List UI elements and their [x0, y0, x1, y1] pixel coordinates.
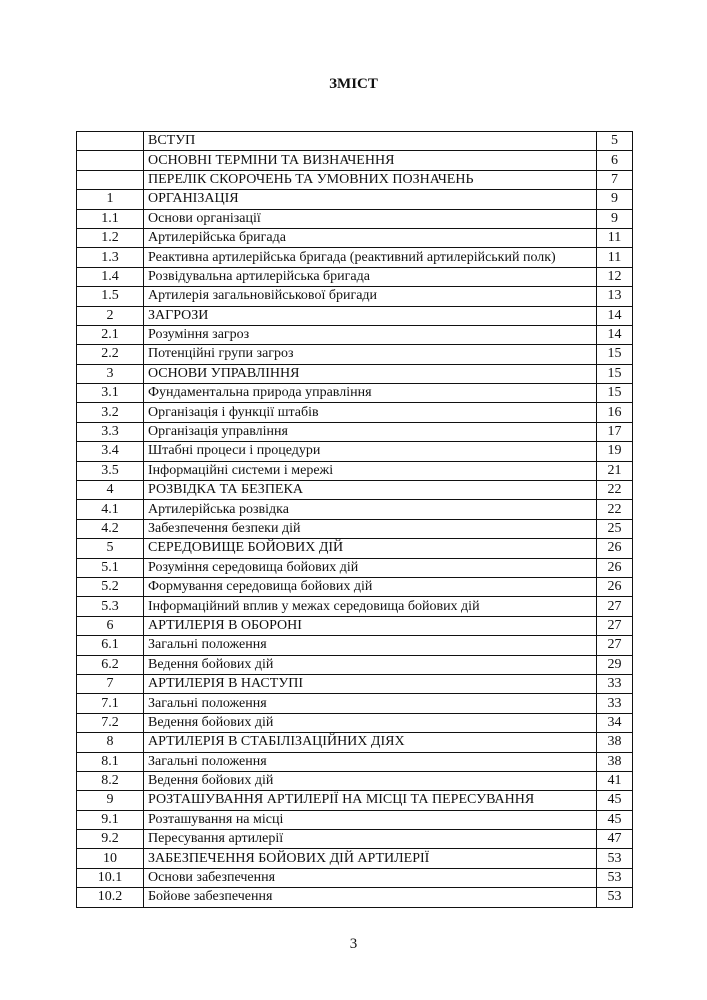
toc-row — [77, 771, 633, 790]
toc-row — [77, 849, 633, 868]
toc-row — [77, 345, 633, 364]
toc-page-number: 41 — [597, 771, 633, 790]
toc-page-number: 33 — [597, 674, 633, 693]
toc-section-title: Ведення бойових дій — [144, 713, 597, 732]
toc-section-title: ОСНОВНІ ТЕРМІНИ ТА ВИЗНАЧЕННЯ — [144, 151, 597, 170]
toc-page-number: 17 — [597, 422, 633, 441]
toc-row — [77, 170, 633, 189]
toc-section-title: Розуміння загроз — [144, 325, 597, 344]
toc-row — [77, 500, 633, 519]
toc-section-title: АРТИЛЕРІЯ В ОБОРОНІ — [144, 616, 597, 635]
toc-section-number: 9.1 — [77, 810, 144, 829]
toc-section-title: ОСНОВИ УПРАВЛІННЯ — [144, 364, 597, 383]
toc-row — [77, 713, 633, 732]
toc-row — [77, 830, 633, 849]
toc-row — [77, 384, 633, 403]
toc-section-title: ОРГАНІЗАЦІЯ — [144, 190, 597, 209]
toc-page-number: 14 — [597, 306, 633, 325]
toc-section-number: 2.1 — [77, 325, 144, 344]
toc-page-number: 11 — [597, 248, 633, 267]
toc-section-title: ЗАБЕЗПЕЧЕННЯ БОЙОВИХ ДІЙ АРТИЛЕРІЇ — [144, 849, 597, 868]
toc-page-number: 45 — [597, 791, 633, 810]
toc-row — [77, 791, 633, 810]
toc-row — [77, 519, 633, 538]
toc-section-title: Штабні процеси і процедури — [144, 442, 597, 461]
toc-section-number: 1.1 — [77, 209, 144, 228]
toc-page-number: 16 — [597, 403, 633, 422]
toc-row — [77, 228, 633, 247]
toc-section-title: Артилерійська розвідка — [144, 500, 597, 519]
toc-section-number: 8.2 — [77, 771, 144, 790]
toc-section-number: 3.3 — [77, 422, 144, 441]
toc-section-number: 4 — [77, 481, 144, 500]
toc-page-number: 22 — [597, 481, 633, 500]
toc-section-number: 7.2 — [77, 713, 144, 732]
toc-row — [77, 461, 633, 480]
toc-page-number: 26 — [597, 558, 633, 577]
toc-row — [77, 151, 633, 170]
toc-section-title: АРТИЛЕРІЯ В СТАБІЛІЗАЦІЙНИХ ДІЯХ — [144, 733, 597, 752]
toc-row — [77, 442, 633, 461]
toc-row — [77, 888, 633, 907]
toc-section-number: 7 — [77, 674, 144, 693]
toc-section-title: Розташування на місці — [144, 810, 597, 829]
toc-section-title: ЗАГРОЗИ — [144, 306, 597, 325]
toc-page-number: 5 — [597, 132, 633, 151]
toc-section-number: 8 — [77, 733, 144, 752]
toc-section-number: 1.2 — [77, 228, 144, 247]
toc-page-number: 15 — [597, 345, 633, 364]
toc-page-number: 19 — [597, 442, 633, 461]
toc-row — [77, 209, 633, 228]
toc-section-number: 2 — [77, 306, 144, 325]
toc-section-title: Розвідувальна артилерійська бригада — [144, 267, 597, 286]
toc-row — [77, 325, 633, 344]
toc-section-number: 8.1 — [77, 752, 144, 771]
toc-page-number: 11 — [597, 228, 633, 247]
toc-row — [77, 694, 633, 713]
toc-section-title: Забезпечення безпеки дій — [144, 519, 597, 538]
toc-page-number: 7 — [597, 170, 633, 189]
toc-row — [77, 655, 633, 674]
toc-row — [77, 539, 633, 558]
toc-page-number: 15 — [597, 384, 633, 403]
toc-section-title: Бойове забезпечення — [144, 888, 597, 907]
toc-section-number: 5.1 — [77, 558, 144, 577]
toc-page-number: 9 — [597, 190, 633, 209]
page-number: 3 — [349, 936, 358, 952]
toc-section-number: 10 — [77, 849, 144, 868]
toc-section-title: Пересування артилерії — [144, 830, 597, 849]
toc-row — [77, 558, 633, 577]
toc-page-number: 47 — [597, 830, 633, 849]
toc-section-number: 3.4 — [77, 442, 144, 461]
toc-section-number: 4.2 — [77, 519, 144, 538]
toc-row — [77, 422, 633, 441]
toc-row — [77, 287, 633, 306]
toc-section-number — [77, 170, 144, 189]
toc-section-title: Артилерійська бригада — [144, 228, 597, 247]
toc-section-title: Організація і функції штабів — [144, 403, 597, 422]
toc-section-number: 2.2 — [77, 345, 144, 364]
toc-section-title: РОЗВІДКА ТА БЕЗПЕКА — [144, 481, 597, 500]
toc-section-title: Потенційні групи загроз — [144, 345, 597, 364]
toc-section-number: 1.4 — [77, 267, 144, 286]
toc-section-number: 3 — [77, 364, 144, 383]
toc-page-number: 34 — [597, 713, 633, 732]
toc-section-number: 3.1 — [77, 384, 144, 403]
toc-row — [77, 132, 633, 151]
toc-row — [77, 403, 633, 422]
toc-section-title: Загальні положення — [144, 636, 597, 655]
toc-page-number: 29 — [597, 655, 633, 674]
toc-row — [77, 733, 633, 752]
toc-section-title: РОЗТАШУВАННЯ АРТИЛЕРІЇ НА МІСЦІ ТА ПЕРЕСУВАННЯ — [144, 791, 597, 810]
toc-section-number — [77, 151, 144, 170]
toc-row — [77, 810, 633, 829]
toc-section-number: 10.2 — [77, 888, 144, 907]
toc-row — [77, 577, 633, 596]
toc-section-title: Загальні положення — [144, 752, 597, 771]
toc-page-number: 27 — [597, 636, 633, 655]
toc-page-number: 26 — [597, 577, 633, 596]
toc-section-title: Фундаментальна природа управління — [144, 384, 597, 403]
toc-section-number: 6.2 — [77, 655, 144, 674]
toc-page-number: 13 — [597, 287, 633, 306]
toc-section-number: 4.1 — [77, 500, 144, 519]
toc-section-number: 3.2 — [77, 403, 144, 422]
toc-row — [77, 636, 633, 655]
page-title: ЗМІСТ — [329, 76, 378, 92]
toc-section-number: 1.5 — [77, 287, 144, 306]
toc-section-number: 10.1 — [77, 868, 144, 887]
toc-page-number: 33 — [597, 694, 633, 713]
toc-section-title: Ведення бойових дій — [144, 771, 597, 790]
toc-row — [77, 616, 633, 635]
toc-row — [77, 597, 633, 616]
toc-row — [77, 481, 633, 500]
toc-section-number: 6 — [77, 616, 144, 635]
toc-page-number: 27 — [597, 616, 633, 635]
table-of-contents — [76, 131, 633, 908]
toc-section-number: 9 — [77, 791, 144, 810]
toc-page-number: 9 — [597, 209, 633, 228]
toc-section-number: 1 — [77, 190, 144, 209]
toc-page-number: 53 — [597, 849, 633, 868]
toc-section-title: Ведення бойових дій — [144, 655, 597, 674]
toc-section-title: Артилерія загальновійськової бригади — [144, 287, 597, 306]
toc-section-number: 5.2 — [77, 577, 144, 596]
toc-section-title: ВСТУП — [144, 132, 597, 151]
toc-section-title: Основи забезпечення — [144, 868, 597, 887]
toc-section-title: СЕРЕДОВИЩЕ БОЙОВИХ ДІЙ — [144, 539, 597, 558]
toc-section-number: 9.2 — [77, 830, 144, 849]
toc-row — [77, 306, 633, 325]
toc-section-number: 5.3 — [77, 597, 144, 616]
toc-section-title: Формування середовища бойових дій — [144, 577, 597, 596]
toc-section-title: Інформаційні системи і мережі — [144, 461, 597, 480]
toc-row — [77, 752, 633, 771]
toc-page-number: 27 — [597, 597, 633, 616]
toc-page-number: 26 — [597, 539, 633, 558]
toc-section-title: АРТИЛЕРІЯ В НАСТУПІ — [144, 674, 597, 693]
toc-row — [77, 364, 633, 383]
toc-page-number: 6 — [597, 151, 633, 170]
toc-section-title: Загальні положення — [144, 694, 597, 713]
toc-page-number: 53 — [597, 888, 633, 907]
toc-section-number: 3.5 — [77, 461, 144, 480]
toc-row — [77, 248, 633, 267]
toc-page-number: 38 — [597, 733, 633, 752]
toc-row — [77, 267, 633, 286]
toc-section-number: 6.1 — [77, 636, 144, 655]
toc-section-title: Організація управління — [144, 422, 597, 441]
toc-page-number: 15 — [597, 364, 633, 383]
toc-page-number: 12 — [597, 267, 633, 286]
toc-section-number: 1.3 — [77, 248, 144, 267]
toc-section-title: Реактивна артилерійська бригада (реактивний артилерійський полк) — [144, 248, 597, 267]
toc-section-number: 7.1 — [77, 694, 144, 713]
toc-page-number: 53 — [597, 868, 633, 887]
toc-row — [77, 674, 633, 693]
toc-page-number: 45 — [597, 810, 633, 829]
toc-page-number: 25 — [597, 519, 633, 538]
toc-page-number: 22 — [597, 500, 633, 519]
toc-section-title: Розуміння середовища бойових дій — [144, 558, 597, 577]
toc-section-number — [77, 132, 144, 151]
toc-row — [77, 190, 633, 209]
toc-section-title: Основи організації — [144, 209, 597, 228]
toc-section-title: Інформаційний вплив у межах середовища бойових дій — [144, 597, 597, 616]
toc-section-number: 5 — [77, 539, 144, 558]
toc-section-title: ПЕРЕЛІК СКОРОЧЕНЬ ТА УМОВНИХ ПОЗНАЧЕНЬ — [144, 170, 597, 189]
toc-row — [77, 868, 633, 887]
toc-page-number: 14 — [597, 325, 633, 344]
toc-page-number: 38 — [597, 752, 633, 771]
toc-page-number: 21 — [597, 461, 633, 480]
